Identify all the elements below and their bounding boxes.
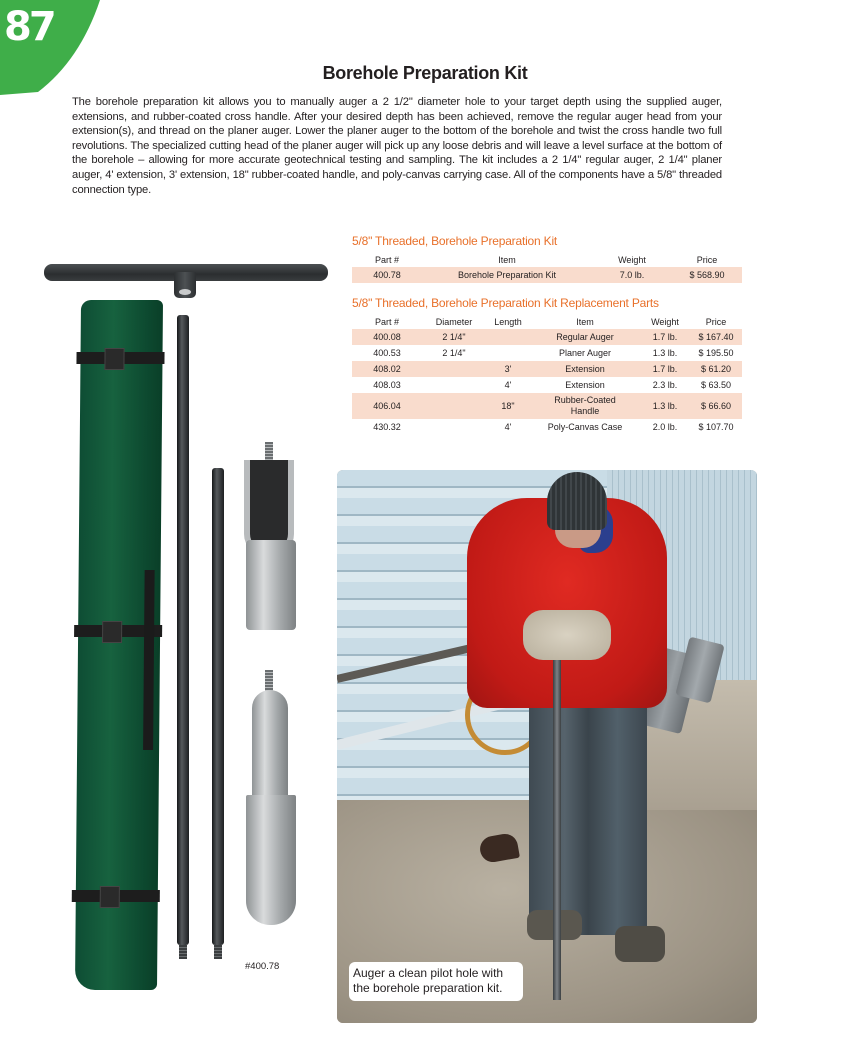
planer-auger-image [246,795,296,925]
price: $ 63.50 [700,379,732,390]
photo-person-legs [529,675,647,935]
column-header: Weight [618,255,646,265]
length: 18" [486,393,530,419]
column-header: Part # [374,317,399,327]
photo-person-hat [547,472,607,530]
auger-thread [265,670,273,692]
kit-table-heading: 5/8" Threaded, Borehole Preparation Kit [352,234,558,248]
column-header: Price [696,255,718,265]
table-row [352,393,742,419]
buckle-icon [102,621,122,643]
field-photo [337,470,757,1023]
column-header: Part # [374,255,399,265]
item-name: Poly-Canvas Case [547,421,623,432]
item-name: Planer Auger [558,347,612,358]
item-name: Extension [565,379,605,390]
weight: 2.0 lb. [652,421,678,432]
column-header: Weight [651,317,679,327]
length [486,345,530,361]
weight: 1.3 lb. [652,347,678,358]
part-number: 408.03 [373,379,401,390]
cross-handle-tee [174,272,196,298]
price: $ 568.90 [672,267,742,283]
length: 3' [486,361,530,377]
column-header: Diameter [435,317,473,327]
part-number: 400.53 [373,347,401,358]
table-row [352,267,742,283]
diameter: 2 1/4" [422,329,486,345]
parts-table [352,315,742,435]
item-name: Rubber-Coated Handle [530,393,640,419]
column-header: Item [576,317,594,327]
case-velcro-strip [143,570,155,750]
diameter [422,419,486,435]
diameter [422,361,486,377]
page-title: Borehole Preparation Kit [322,63,528,83]
buckle-icon [104,348,124,370]
length: 4' [504,421,512,432]
table-row [352,419,742,435]
item-name: Borehole Preparation Kit [422,267,592,283]
price: $ 107.70 [698,421,734,432]
carrying-case-image [75,300,163,990]
table-row [352,345,742,361]
weight: 1.3 lb. [640,393,690,419]
kit-table [352,253,742,283]
photo-boot [615,926,665,962]
page-number-corner [0,0,110,100]
table-row [352,329,742,345]
weight: 7.0 lb. [592,267,672,283]
column-header: Length [494,317,522,327]
part-number: 430.32 [373,421,401,432]
length: 4' [504,379,512,390]
kit-table-header [352,253,742,267]
part-number: 400.78 [352,267,422,283]
extension-3ft-image [212,468,224,945]
photo-auger-rod [553,660,561,1000]
product-part-number-caption: #400.78 [245,961,280,972]
buckle-icon [100,886,120,908]
part-number: 408.02 [352,361,422,377]
photo-person-gloves [523,610,611,660]
price: $ 195.50 [698,347,734,358]
table-row [352,361,742,377]
column-header: Item [498,255,516,265]
price: $ 61.20 [690,361,742,377]
case-strap [76,352,164,364]
weight: 1.7 lb. [640,361,690,377]
intro-paragraph: The borehole preparation kit allows you to manually auger a 2 1/2" diameter hole to your target depth using the supplied auger, extensions, and rubber-coated cross handle. After your desired depth has been achieved, remove the regular auger head from your extension(s), and thread on the planer auger. Lower the planer auger to the bottom of the borehole and twist the cross handle two full revolutions. The specialized cutting head of the planer auger will pick up any loose debris and will leave a level surface at the bottom of the borehole – allowing for more accurate geotechnical testing and sampling. The kit includes a 2 1/4" regular auger, 2 1/4" planer auger, 4' extension, 3' extension, 18" rubber-coated handle, and poly-canvas carrying case. All of the components have a 5/8" threaded connection type. [72,96,722,196]
weight: 2.3 lb. [652,379,678,390]
table-row [352,377,742,393]
diameter: 2 1/4" [442,347,466,358]
item-name: Regular Auger [530,329,640,345]
diameter [422,377,486,393]
product-image [40,260,335,980]
planer-auger-upper [252,690,288,800]
weight: 1.7 lb. [640,329,690,345]
diameter [422,393,486,419]
part-number: 406.04 [352,393,422,419]
parts-table-heading: 5/8" Threaded, Borehole Preparation Kit Replacement Parts [352,296,659,310]
item-name: Extension [530,361,640,377]
field-photo-caption: Auger a clean pilot hole with the borehole preparation kit. [349,962,523,1001]
column-header: Price [705,317,727,327]
price: $ 66.60 [690,393,742,419]
length [486,329,530,345]
part-number: 400.08 [352,329,422,345]
case-strap [72,890,160,902]
parts-table-header [352,315,742,329]
extension-4ft-image [177,315,189,945]
page-number: 87 [4,4,54,50]
regular-auger-image [246,540,296,630]
price: $ 167.40 [690,329,742,345]
